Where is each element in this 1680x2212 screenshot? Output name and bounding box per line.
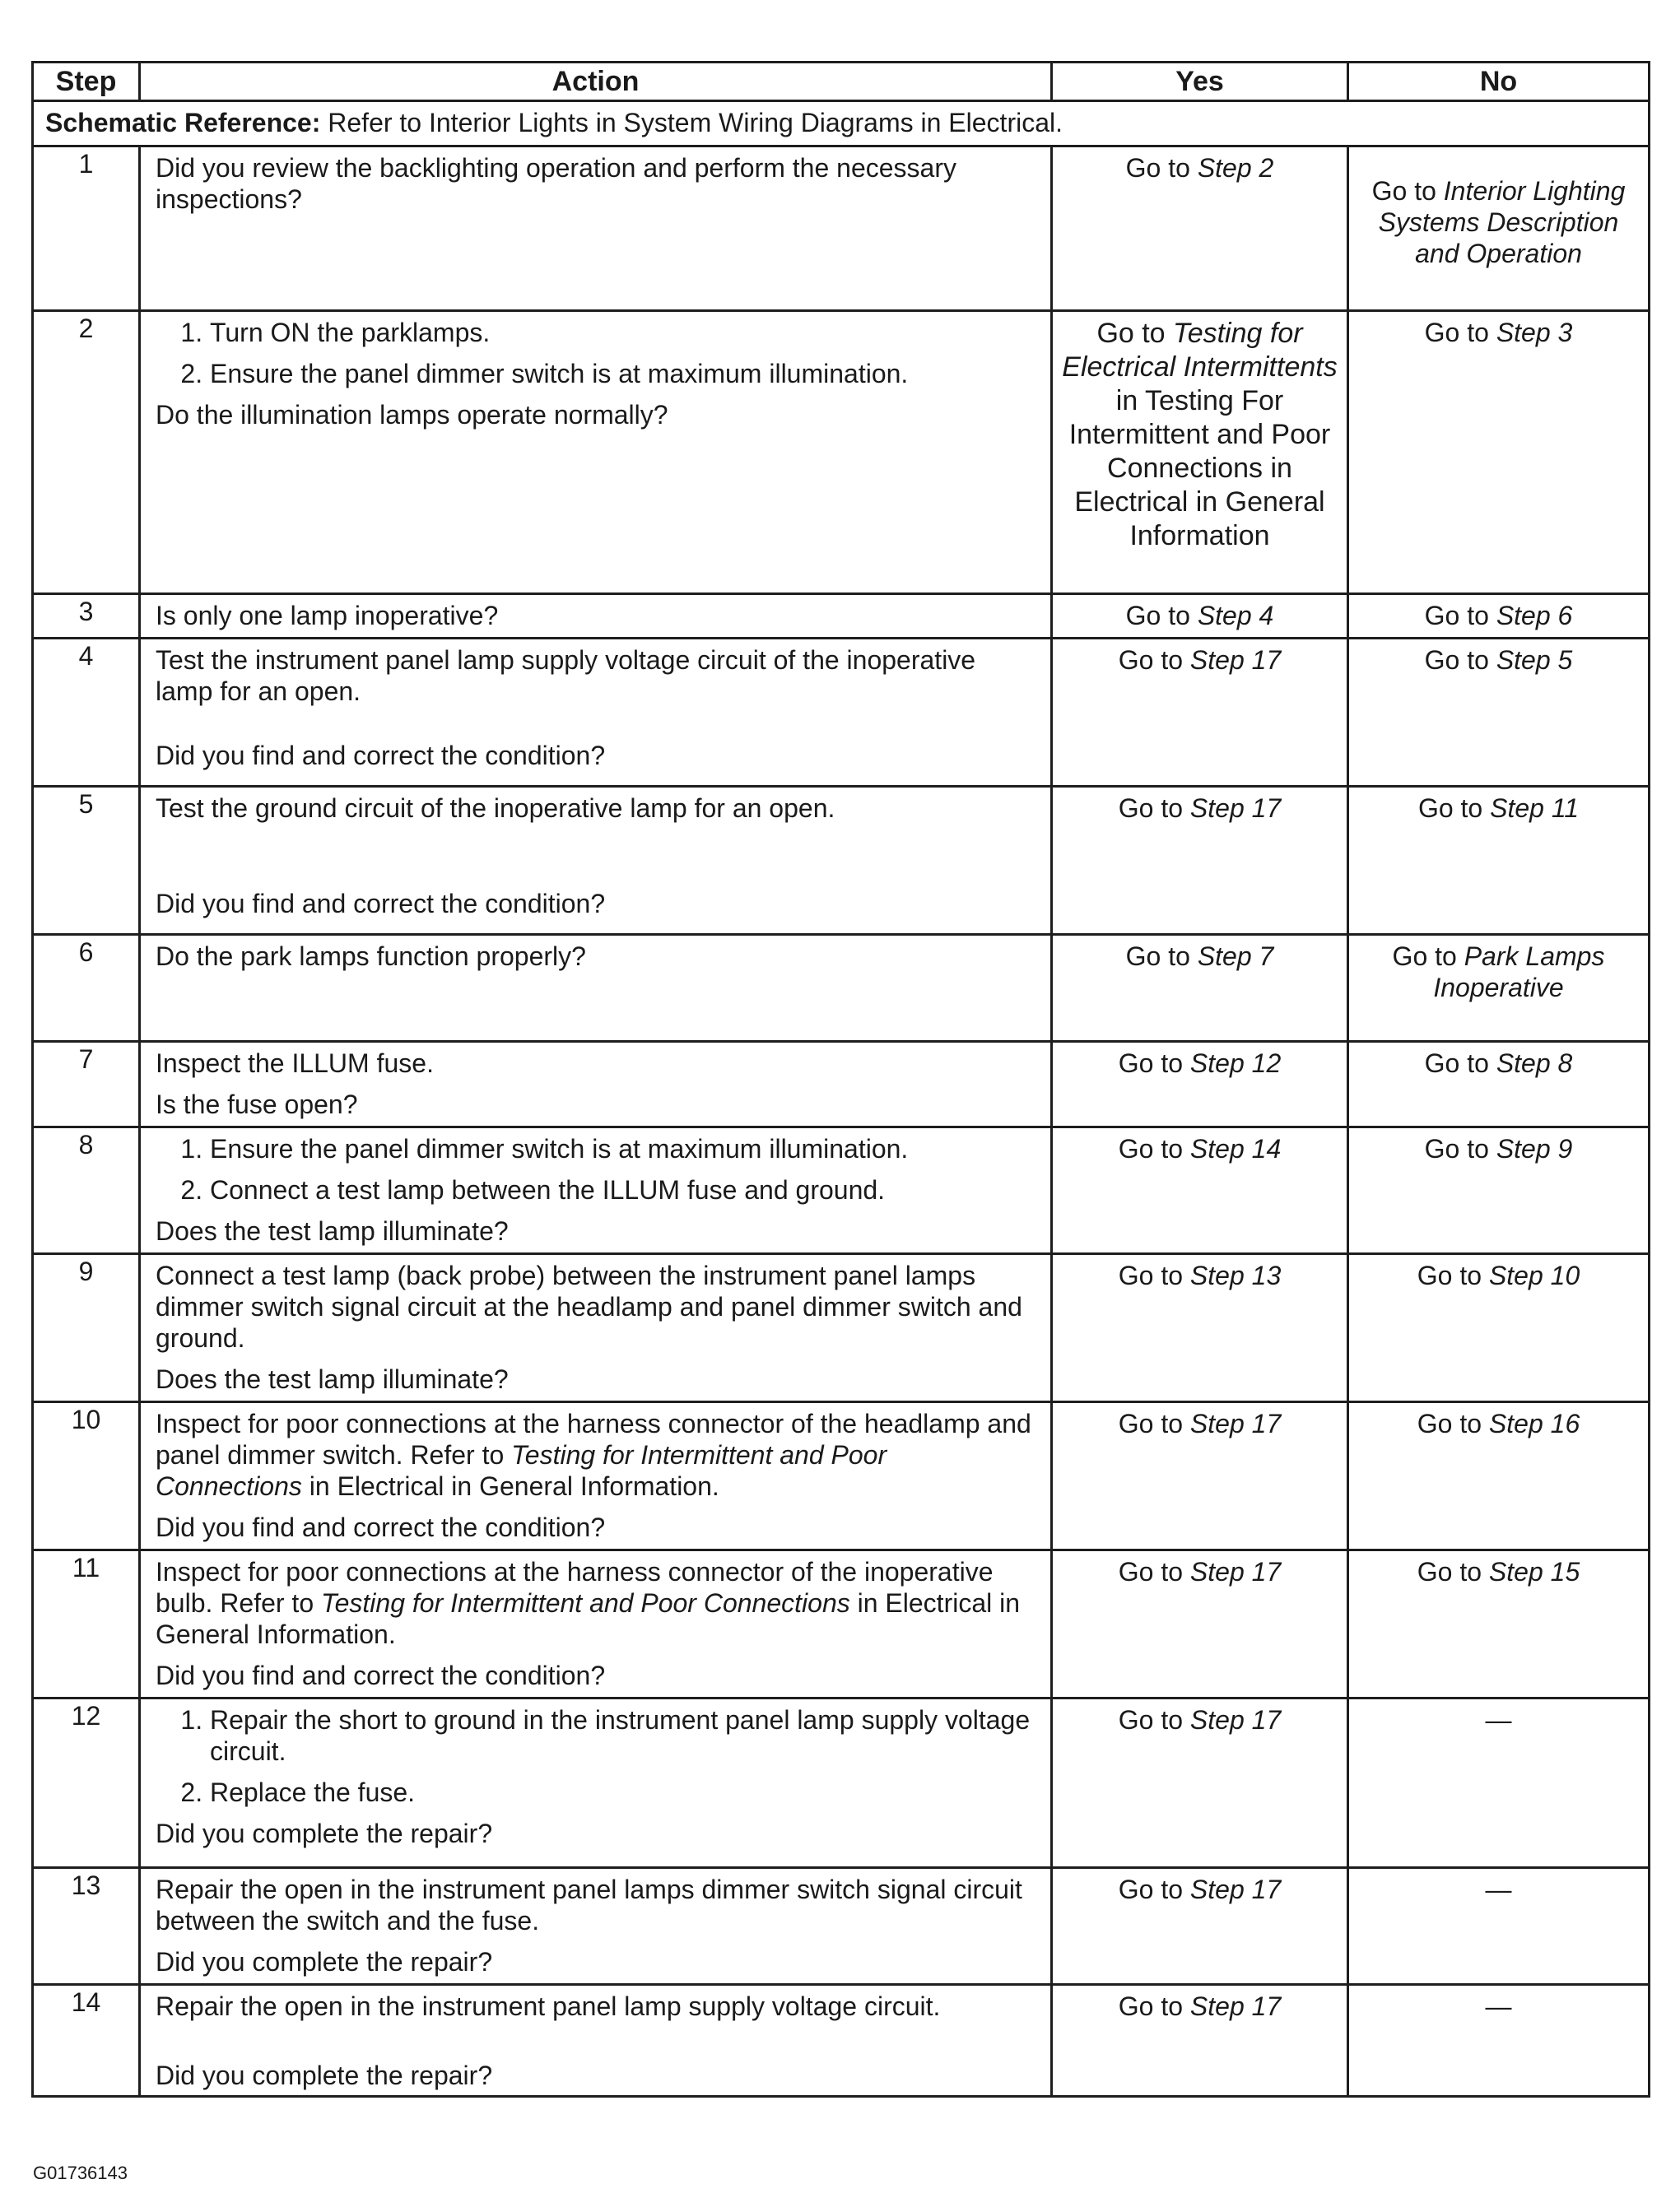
table-row: [33, 1254, 1650, 1402]
yes-prefix: Go to: [1125, 941, 1198, 971]
action-reference-link[interactable]: Testing for Intermittent and Poor Connections: [321, 1588, 850, 1618]
table-row: [33, 311, 1650, 594]
table-row: [33, 787, 1650, 935]
action-list-item: 2. Replace the fuse.: [210, 1777, 1039, 1808]
yes-link[interactable]: Testing for Electrical Intermittents: [1062, 318, 1338, 383]
yes-cell: [1052, 787, 1348, 935]
table-row: [33, 1985, 1650, 2097]
yes-cell: [1052, 1254, 1348, 1402]
yes-prefix: Go to: [1118, 1134, 1190, 1164]
table-row: [33, 1868, 1650, 1985]
action-cell: [140, 1127, 1052, 1254]
action-list-item: 2. Ensure the panel dimmer switch is at maximum illumination.: [210, 358, 1039, 389]
step-number: 1: [33, 146, 140, 311]
schematic-reference-label: Schematic Reference:: [45, 108, 321, 137]
yes-link[interactable]: Step 17: [1189, 1705, 1282, 1735]
yes-prefix: Go to: [1118, 1991, 1190, 2021]
action-list-item: 1. Turn ON the parklamps.: [210, 317, 1039, 348]
action-cell: [140, 1402, 1052, 1550]
yes-cell: [1052, 146, 1348, 311]
header-no: No: [1348, 63, 1650, 101]
yes-cell: [1052, 311, 1348, 594]
action-question: Did you find and correct the condition?: [156, 889, 606, 918]
yes-cell: [1052, 639, 1348, 787]
no-link[interactable]: Park Lamps Inoperative: [1433, 941, 1605, 1002]
action-text: [156, 1408, 1039, 1502]
step-number: 14: [33, 1985, 140, 2097]
header-yes: Yes: [1052, 63, 1348, 101]
yes-cell: [1052, 1042, 1348, 1127]
no-link[interactable]: Step 15: [1488, 1557, 1580, 1587]
no-dash: —: [1485, 1875, 1512, 1904]
action-reference-link[interactable]: Testing for Intermittent and Poor Connections: [156, 1440, 887, 1501]
yes-prefix: Go to: [1118, 1409, 1190, 1438]
action-text: Is only one lamp inoperative?: [156, 601, 499, 630]
action-cell: [140, 594, 1052, 639]
yes-prefix: Go to: [1125, 153, 1198, 183]
no-cell: [1348, 935, 1650, 1042]
yes-prefix: Go to: [1118, 793, 1190, 823]
action-cell: [140, 935, 1052, 1042]
no-cell: [1348, 787, 1650, 935]
action-text: Did you review the backlighting operation and perform the necessary inspections?: [156, 153, 956, 214]
action-text: Repair the open in the instrument panel lamp supply voltage circuit.: [156, 1991, 941, 2021]
yes-prefix: Go to: [1096, 318, 1174, 349]
action-list-item: 2. Connect a test lamp between the ILLUM fuse and ground.: [210, 1174, 1039, 1206]
no-cell: [1348, 594, 1650, 639]
yes-link[interactable]: Step 2: [1197, 153, 1274, 183]
action-question: Does the test lamp illuminate?: [156, 1364, 509, 1394]
step-number: 4: [33, 639, 140, 787]
action-text: Repair the open in the instrument panel lamps dimmer switch signal circuit between the switch and the fuse.: [156, 1875, 1022, 1936]
yes-prefix: Go to: [1118, 1261, 1190, 1290]
action-list-item: 1. Repair the short to ground in the instrument panel lamp supply voltage circuit.: [210, 1704, 1039, 1767]
no-cell: [1348, 639, 1650, 787]
action-question: Did you complete the repair?: [156, 1947, 493, 1977]
action-cell: [140, 146, 1052, 311]
action-cell: [140, 1042, 1052, 1127]
yes-link[interactable]: Step 4: [1197, 601, 1274, 630]
action-text-pre: Inspect for poor connections at the harness connector of the inoperative bulb. Refer to: [156, 1557, 994, 1618]
no-prefix: Go to: [1424, 601, 1496, 630]
action-text: Inspect the ILLUM fuse.: [156, 1048, 434, 1078]
yes-link[interactable]: Step 7: [1197, 941, 1274, 971]
step-number: 9: [33, 1254, 140, 1402]
yes-cell: [1052, 1868, 1348, 1985]
step-number: 7: [33, 1042, 140, 1127]
no-cell: [1348, 1698, 1650, 1868]
no-prefix: Go to: [1424, 645, 1496, 675]
table-row: [33, 935, 1650, 1042]
no-link[interactable]: Step 9: [1496, 1134, 1573, 1164]
action-text: Connect a test lamp (back probe) between the instrument panel lamps dimmer switch signal circuit at the headlamp and panel dimmer switch and ground.: [156, 1261, 1022, 1353]
action-cell: [140, 1868, 1052, 1985]
yes-prefix: Go to: [1118, 1875, 1190, 1904]
step-number: 8: [33, 1127, 140, 1254]
action-question: Did you complete the repair?: [156, 2061, 493, 2090]
action-list: [156, 1704, 1039, 1808]
schematic-reference-text: Refer to Interior Lights in System Wiring Diagrams in Electrical.: [320, 108, 1063, 137]
action-list: [156, 317, 1039, 389]
action-question: Did you complete the repair?: [156, 1819, 493, 1848]
no-cell: [1348, 1550, 1650, 1698]
no-link[interactable]: Step 10: [1488, 1261, 1580, 1290]
header-step: Step: [33, 63, 140, 101]
no-link[interactable]: Step 11: [1490, 793, 1580, 823]
no-prefix: Go to: [1371, 176, 1444, 206]
action-cell: [140, 311, 1052, 594]
step-number: 11: [33, 1550, 140, 1698]
no-cell: [1348, 1402, 1650, 1550]
action-text: Do the park lamps function properly?: [156, 941, 586, 971]
yes-link[interactable]: Step 17: [1189, 793, 1282, 823]
header-action: Action: [140, 63, 1052, 101]
table-row: [33, 1550, 1650, 1698]
table-row: [33, 1042, 1650, 1127]
no-cell: [1348, 1042, 1650, 1127]
no-prefix: Go to: [1424, 1048, 1496, 1078]
step-number: 6: [33, 935, 140, 1042]
action-question: Is the fuse open?: [156, 1090, 358, 1119]
action-question: Do the illumination lamps operate normally?: [156, 400, 668, 430]
diagnostic-table: [31, 61, 1650, 2098]
yes-prefix: Go to: [1118, 1048, 1190, 1078]
schematic-reference: [33, 101, 1650, 146]
no-link[interactable]: Step 3: [1496, 318, 1573, 347]
action-list: [156, 1133, 1039, 1206]
step-number: 10: [33, 1402, 140, 1550]
yes-prefix: Go to: [1118, 1557, 1190, 1587]
step-number: 3: [33, 594, 140, 639]
no-prefix: Go to: [1424, 1134, 1496, 1164]
yes-link[interactable]: Step 12: [1189, 1048, 1282, 1078]
no-cell: [1348, 1985, 1650, 2097]
yes-cell: [1052, 594, 1348, 639]
yes-cell: [1052, 935, 1348, 1042]
action-question: Did you find and correct the condition?: [156, 741, 606, 770]
no-prefix: Go to: [1417, 1409, 1489, 1438]
yes-link[interactable]: Step 13: [1189, 1261, 1282, 1290]
no-prefix: Go to: [1417, 1557, 1489, 1587]
no-prefix: Go to: [1392, 941, 1464, 971]
action-list-item: 1. Ensure the panel dimmer switch is at maximum illumination.: [210, 1133, 1039, 1164]
table-row: [33, 1402, 1650, 1550]
action-question: Does the test lamp illuminate?: [156, 1216, 509, 1246]
no-link[interactable]: Interior Lighting Systems Description and Operation: [1378, 176, 1626, 268]
no-link[interactable]: Step 8: [1496, 1048, 1573, 1078]
yes-link[interactable]: Step 14: [1189, 1134, 1282, 1164]
figure-id: G01736143: [33, 2163, 128, 2183]
yes-cell: [1052, 1402, 1348, 1550]
table-row: [33, 639, 1650, 787]
no-cell: [1348, 1254, 1650, 1402]
step-number: 2: [33, 311, 140, 594]
no-cell: [1348, 311, 1650, 594]
yes-cell: [1052, 1985, 1348, 2097]
yes-link[interactable]: Step 17: [1189, 1557, 1282, 1587]
action-text-post: in Electrical in General Information.: [301, 1471, 719, 1501]
no-dash: —: [1485, 1991, 1512, 2021]
table-row: [33, 1127, 1650, 1254]
no-prefix: Go to: [1424, 318, 1496, 347]
table-row: [33, 1698, 1650, 1868]
action-text: Test the ground circuit of the inoperative lamp for an open.: [156, 793, 835, 823]
yes-cell: [1052, 1550, 1348, 1698]
no-cell: [1348, 1868, 1650, 1985]
action-cell: [140, 1985, 1052, 2097]
yes-link[interactable]: Step 17: [1189, 1875, 1282, 1904]
schematic-reference-row: [33, 101, 1650, 146]
no-link[interactable]: Step 6: [1496, 601, 1573, 630]
step-number: 5: [33, 787, 140, 935]
no-prefix: Go to: [1417, 1261, 1489, 1290]
yes-prefix: Go to: [1118, 645, 1190, 675]
action-cell: [140, 787, 1052, 935]
no-cell: [1348, 146, 1650, 311]
yes-link[interactable]: Step 17: [1189, 1409, 1282, 1438]
yes-prefix: Go to: [1125, 601, 1198, 630]
table-row: [33, 594, 1650, 639]
yes-cell: [1052, 1698, 1348, 1868]
action-question: Did you find and correct the condition?: [156, 1661, 606, 1690]
table-row: [33, 146, 1650, 311]
action-text: [156, 1556, 1039, 1650]
yes-suffix: in Testing For Intermittent and Poor Connections in Electrical in General Information: [1068, 385, 1331, 551]
action-cell: [140, 639, 1052, 787]
no-dash: —: [1485, 1705, 1512, 1735]
action-text: Test the instrument panel lamp supply voltage circuit of the inoperative lamp for an open.: [156, 645, 976, 706]
no-cell: [1348, 1127, 1650, 1254]
yes-link[interactable]: Step 17: [1189, 645, 1282, 675]
action-cell: [140, 1550, 1052, 1698]
header-row: [33, 63, 1650, 101]
action-text-pre: Inspect for poor connections at the harness connector of the headlamp and panel dimmer switch. Refer to: [156, 1409, 1031, 1470]
step-number: 13: [33, 1868, 140, 1985]
yes-prefix: Go to: [1118, 1705, 1190, 1735]
action-cell: [140, 1698, 1052, 1868]
action-text-post: in Electrical in General Information.: [156, 1588, 1021, 1649]
yes-cell: [1052, 1127, 1348, 1254]
action-question: Did you find and correct the condition?: [156, 1513, 606, 1542]
no-prefix: Go to: [1417, 793, 1491, 823]
yes-link[interactable]: Step 17: [1189, 1991, 1282, 2021]
no-link[interactable]: Step 16: [1488, 1409, 1580, 1438]
no-link[interactable]: Step 5: [1496, 645, 1573, 675]
action-cell: [140, 1254, 1052, 1402]
step-number: 12: [33, 1698, 140, 1868]
